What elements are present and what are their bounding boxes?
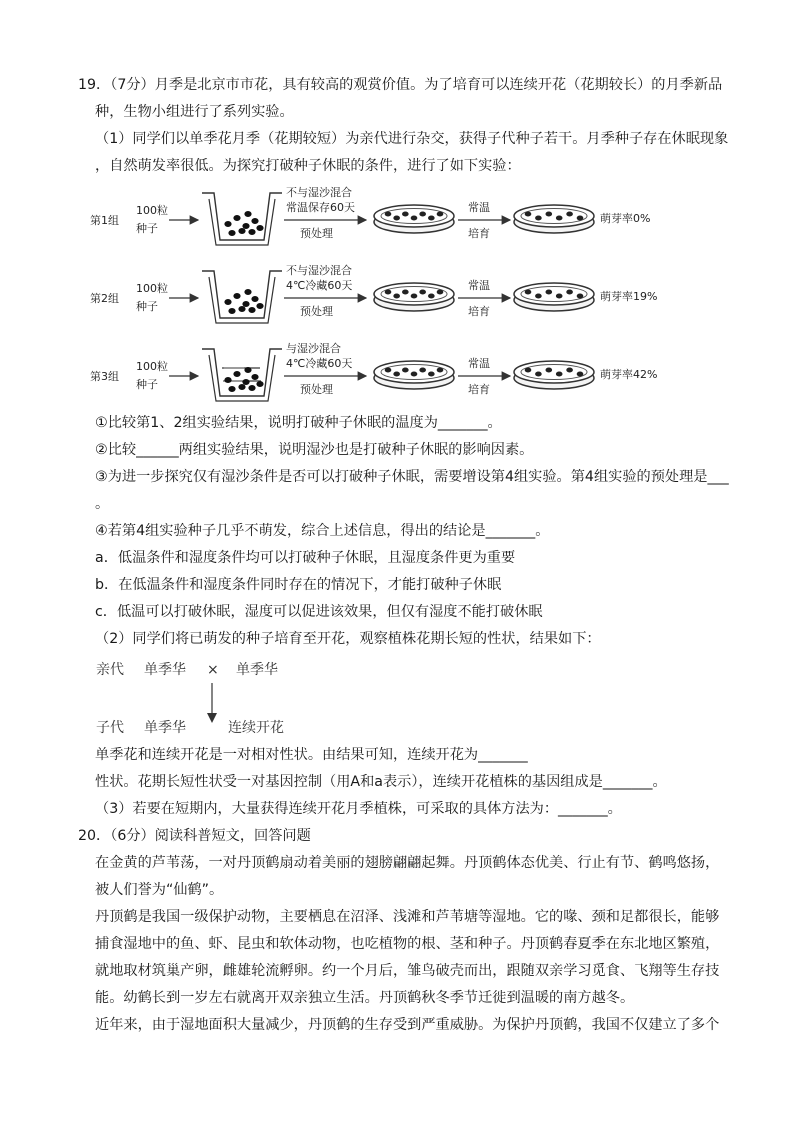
q20-para2-line2: 捕食湿地中的鱼、虾、昆虫和软体动物，也吃植物的根、茎和种子。丹顶鹤春夏季在东北地区繁殖， <box>95 936 720 952</box>
sand-dot <box>236 367 238 369</box>
petri-dish-pretreated-seed <box>411 294 418 299</box>
q20-para2-line1: 丹顶鹤是我国一级保护动物，主要栖息在沼泽、浅滩和芦苇塘等湿地。它的喙、颈和足都很长，能够 <box>95 909 720 925</box>
petri-dish-cultured-seed <box>556 372 563 377</box>
container-outer-wall <box>209 199 275 245</box>
q19-part2-line1: 单季花和连续开花是一对相对性状。由结果可知，连续开花为_______ <box>95 747 528 763</box>
petri-dish-cultured-seed <box>546 212 553 217</box>
q19-part1-line2: ，自然萌发率很低。为探究打破种子休眠的条件，进行了如下实验： <box>95 158 521 174</box>
petri-dish-cultured-seed <box>556 216 563 221</box>
sand-dot <box>226 367 228 369</box>
q19-option-c: c．低温可以打破休眠，湿度可以促进该效果，但仅有湿度不能打破休眠 <box>95 604 543 620</box>
seed-in-container <box>244 367 251 373</box>
sand-dot <box>251 380 253 382</box>
seed-label: 种子 <box>136 378 158 391</box>
petri-dish-pretreated-seed <box>428 294 435 299</box>
seed-count-label: 100粒 <box>136 360 168 373</box>
seed-in-container <box>224 377 231 383</box>
sand-dot <box>238 367 240 369</box>
group-name-label: 第1组 <box>90 214 119 227</box>
treatment-condition-label: 不与湿沙混合 <box>286 186 352 199</box>
petri-dish-cultured-seed <box>525 368 532 373</box>
q19-part2-intro: （2）同学们将已萌发的种子培育至开花，观察植株花期长短的性状，结果如下： <box>95 631 601 647</box>
seed-label: 种子 <box>136 300 158 313</box>
group-name-label: 第3组 <box>90 370 119 383</box>
q20-para3-line1: 近年来，由于湿地面积大量减少，丹顶鹤的生存受到严重威胁。为保护丹顶鹤，我国不仅建立了多个 <box>95 1017 720 1033</box>
petri-dish-cultured-inner <box>521 365 587 380</box>
seed-in-container <box>238 306 245 312</box>
q19-stem-line1: 19．（7分）月季是北京市市花，具有较高的观赏价值。为了培育可以连续开花（花期较长）的月季新品 <box>78 77 723 93</box>
petri-dish-pretreated-seed <box>428 372 435 377</box>
petri-dish-pretreated-seed <box>419 212 426 217</box>
sand-dot <box>258 367 260 369</box>
seed-container <box>202 349 282 401</box>
petri-dish-pretreated-seed <box>437 368 444 373</box>
petri-dish-cultured-seed <box>577 216 584 221</box>
germination-rate-label: 萌芽率42% <box>600 368 658 381</box>
experiment-group-row <box>90 341 657 401</box>
petri-dish-pretreated-seed <box>402 368 409 373</box>
petri-dish-pretreated <box>374 361 454 389</box>
sand-dot <box>240 367 242 369</box>
sand-dot <box>224 367 226 369</box>
petri-dish-cultured-seed <box>546 368 553 373</box>
seed-in-container <box>238 228 245 234</box>
petri-dish-pretreated <box>374 283 454 311</box>
sand-dot <box>235 380 237 382</box>
sand-dot <box>253 380 255 382</box>
seed-in-container <box>244 211 251 217</box>
cross-times-symbol: × <box>207 662 219 678</box>
petri-dish-cultured-seed <box>566 212 573 217</box>
culture-action-label: 培育 <box>468 383 490 396</box>
q19-stem-line2: 种，生物小组进行了系列实验。 <box>95 104 294 120</box>
q19-option-a: a．低温条件和湿度条件均可以打破种子休眠，且湿度条件更为重要 <box>95 550 516 566</box>
group-name-label: 第2组 <box>90 292 119 305</box>
petri-dish-pretreated-seed <box>411 216 418 221</box>
sand-dot <box>230 367 232 369</box>
seed-in-container <box>228 230 235 236</box>
q20-para2-line4: 能。幼鹤长到一岁左右就离开双亲独立生活。丹顶鹤秋冬季节迁徙到温暖的南方越冬。 <box>95 990 635 1006</box>
cross-child-a: 单季华 <box>144 720 186 736</box>
petri-dish-pretreated-seed <box>411 372 418 377</box>
treatment-duration-label: 常温保存60天 <box>286 201 355 214</box>
petri-dish-cultured-seed <box>577 294 584 299</box>
petri-dish-cultured <box>514 361 594 389</box>
q19-subq3-line2: 。 <box>95 496 110 512</box>
q19-subq2: ②比较______两组实验结果，说明湿沙也是打破种子休眠的影响因素。 <box>95 442 534 458</box>
cross-parent-label: 亲代 <box>96 662 124 678</box>
treatment-condition-label: 不与湿沙混合 <box>286 264 352 277</box>
petri-dish-pretreated-seed <box>419 290 426 295</box>
petri-dish-cultured-seed <box>556 294 563 299</box>
seed-in-container <box>244 289 251 295</box>
petri-dish-pretreated-seed <box>437 290 444 295</box>
petri-dish-cultured-seed <box>535 372 542 377</box>
seed-label: 种子 <box>136 222 158 235</box>
cross-child-label: 子代 <box>96 720 124 736</box>
seed-container <box>202 193 282 245</box>
culture-action-label: 培育 <box>468 227 490 240</box>
petri-dish-pretreated-seed <box>385 290 392 295</box>
seed-in-container <box>248 229 255 235</box>
seed-in-container <box>256 303 263 309</box>
petri-dish-cultured-seed <box>525 212 532 217</box>
seed-count-label: 100粒 <box>136 204 168 217</box>
petri-dish-pretreated-seed <box>393 294 400 299</box>
seed-count-label: 100粒 <box>136 282 168 295</box>
pretreatment-label: 预处理 <box>300 227 333 240</box>
culture-action-label: 培育 <box>468 305 490 318</box>
petri-dish-pretreated-seed <box>393 372 400 377</box>
petri-dish-pretreated-seed <box>419 368 426 373</box>
petri-dish-cultured-seed <box>566 290 573 295</box>
sand-dot <box>228 367 230 369</box>
pretreatment-label: 预处理 <box>300 305 333 318</box>
q20-para1-line2: 被人们誉为“仙鹤”。 <box>95 882 224 898</box>
seed-in-container <box>256 225 263 231</box>
sand-dot <box>237 380 239 382</box>
seed-in-container <box>233 215 240 221</box>
petri-dish-pretreated-seed <box>385 368 392 373</box>
pretreatment-label: 预处理 <box>300 383 333 396</box>
petri-dish-cultured-seed <box>577 372 584 377</box>
seed-in-container <box>251 218 258 224</box>
treatment-condition-label: 与湿沙混合 <box>286 342 341 355</box>
seed-container <box>202 271 282 323</box>
petri-dish-pretreated-seed <box>428 216 435 221</box>
petri-dish-cultured-seed <box>525 290 532 295</box>
q19-subq4: ④若第4组实验种子几乎不萌发，综合上述信息，得出的结论是_______。 <box>95 523 550 539</box>
culture-condition-label: 常温 <box>468 279 490 292</box>
germination-rate-label: 萌芽率0% <box>600 212 651 225</box>
seed-in-container <box>224 221 231 227</box>
seed-in-container <box>251 296 258 302</box>
sand-dot <box>242 367 244 369</box>
petri-dish-cultured-seed <box>566 368 573 373</box>
petri-dish-pretreated-seed <box>402 290 409 295</box>
seed-in-container <box>248 385 255 391</box>
cross-parent-a: 单季华 <box>144 662 186 678</box>
seed-in-container <box>233 293 240 299</box>
petri-dish-pretreated <box>374 205 454 233</box>
seed-in-container <box>233 371 240 377</box>
seed-in-container <box>224 299 231 305</box>
seed-dormancy-experiment-diagram <box>90 180 690 410</box>
seed-in-container <box>228 308 235 314</box>
sand-dot <box>256 367 258 369</box>
experiment-group-row <box>90 185 650 245</box>
petri-dish-pretreated-seed <box>437 212 444 217</box>
petri-dish-cultured-seed <box>535 294 542 299</box>
cross-parent-b: 单季华 <box>236 662 278 678</box>
petri-dish-cultured-inner <box>521 287 587 302</box>
petri-dish-cultured-seed <box>546 290 553 295</box>
sand-dot <box>222 367 224 369</box>
petri-dish-cultured-seed <box>535 216 542 221</box>
q19-subq1: ①比较第1、2组实验结果，说明打破种子休眠的温度为_______。 <box>95 415 502 431</box>
petri-dish-cultured-inner <box>521 209 587 224</box>
seed-in-container <box>242 301 249 307</box>
sand-dot <box>252 367 254 369</box>
seed-in-container <box>248 307 255 313</box>
germination-rate-label: 萌芽率19% <box>600 290 658 303</box>
sand-dot <box>233 380 235 382</box>
q19-part2-line2: 性状。花期长短性状受一对基因控制（用A和a表示），连续开花植株的基因组成是_______。 <box>95 774 667 790</box>
seed-in-container <box>251 374 258 380</box>
sand-dot <box>232 367 234 369</box>
petri-dish-pretreated-seed <box>402 212 409 217</box>
seed-in-container <box>256 381 263 387</box>
experiment-group-row <box>90 263 657 323</box>
seed-in-container <box>242 379 249 385</box>
culture-condition-label: 常温 <box>468 201 490 214</box>
q20-stem: 20．（6分）阅读科普短文，回答问题 <box>78 828 311 844</box>
q19-part1-line1: （1）同学们以单季花月季（花期较短）为亲代进行杂交，获得子代种子若干。月季种子存在休眠现象 <box>95 131 729 147</box>
q19-part3: （3）若要在短期内，大量获得连续开花月季植株，可采取的具体方法为：_______。 <box>95 801 622 817</box>
q19-subq3-line1: ③为进一步探究仅有湿沙条件是否可以打破种子休眠，需要增设第4组实验。第4组实验的预处理是___ <box>95 469 729 485</box>
container-outer-wall <box>209 355 275 401</box>
container-outer-wall <box>209 277 275 323</box>
petri-dish-pretreated-seed <box>385 212 392 217</box>
petri-dish-pretreated-seed <box>393 216 400 221</box>
sand-dot <box>239 380 241 382</box>
q19-option-b: b．在低温条件和湿度条件同时存在的情况下，才能打破种子休眠 <box>95 577 502 593</box>
culture-condition-label: 常温 <box>468 357 490 370</box>
sand-dot <box>234 367 236 369</box>
q20-para1-line1: 在金黄的芦苇荡，一对丹顶鹤扇动着美丽的翅膀翩翩起舞。丹顶鹤体态优美、行止有节、鹤鸣悠扬， <box>95 855 720 871</box>
q20-para2-line3: 就地取材筑巢产卵，雌雄轮流孵卵。约一个月后，雏鸟破壳而出，跟随双亲学习觅食、飞翔等生存技 <box>95 963 720 979</box>
cross-diagram <box>88 655 348 740</box>
petri-dish-cultured <box>514 205 594 233</box>
sand-dot <box>255 380 257 382</box>
petri-dish-cultured <box>514 283 594 311</box>
cross-child-b: 连续开花 <box>228 720 284 736</box>
treatment-duration-label: 4℃冷藏60天 <box>286 279 353 292</box>
seed-in-container <box>242 223 249 229</box>
seed-in-container <box>238 384 245 390</box>
seed-in-container <box>228 386 235 392</box>
treatment-duration-label: 4℃冷藏60天 <box>286 357 353 370</box>
cross-down-arrow-head <box>207 713 217 723</box>
sand-dot <box>254 367 256 369</box>
